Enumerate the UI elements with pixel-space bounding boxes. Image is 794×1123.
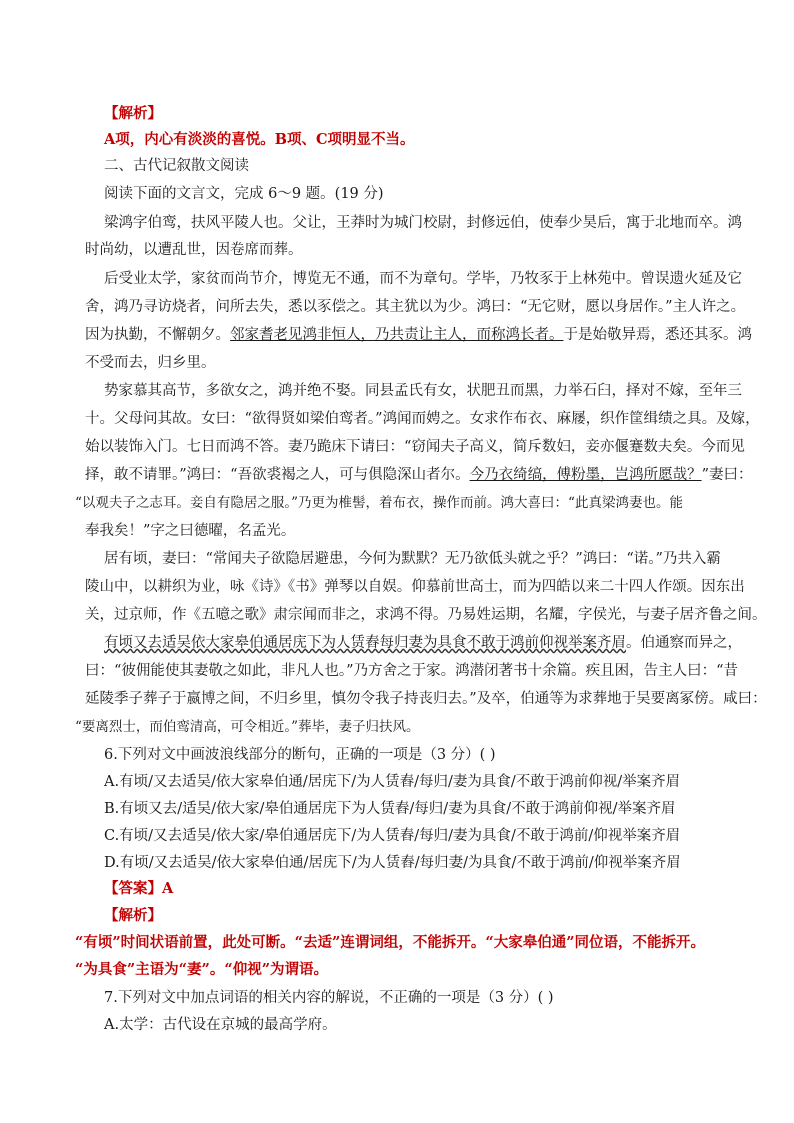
passage-p5-line1: 有顷又去适吴依大家皋伯通居庑下为人赁舂每归妻为具食不敢于鸿前仰视举案齐眉。伯通察而异之，: [104, 635, 742, 651]
passage-p3-line3: 始以装饰入门。七日而鸿不答。妻乃跪床下请曰：“窃闻夫子高义，简斥数妇，妾亦偃蹇数夫矣。今而见: [85, 439, 745, 455]
answer-label: 【答案】A: [104, 880, 174, 897]
passage-p4-line3: 关，过京师，作《五噫之歌》肃宗闻而非之，求鸿不得。乃易姓运期，名耀，字侯光，与妻子居齐鲁之间。: [85, 607, 767, 623]
question-6: 6.下列对文中画波浪线部分的断句，正确的一项是（3 分）( ): [104, 747, 496, 763]
section-title: 二、古代记叙散文阅读: [104, 158, 249, 174]
wavy-line-sentence: 有顷又去适吴依大家皋伯通居庑下为人赁舂每归妻为具食不敢于鸿前仰视举案齐眉: [104, 635, 626, 651]
underlined-sentence-2: 今乃衣绮缟，傅粉墨，岂鸿所愿哉？: [469, 467, 702, 483]
passage-p2-line1: 后受业太学，家贫而尚节介，博览无不通，而不为章句。学毕，乃牧豕于上林苑中。曾误遗火延及它: [104, 271, 742, 287]
passage-p3-line6: 奉我矣！”字之曰德曜，名孟光。: [85, 523, 296, 539]
analysis-heading-2: 【解析】: [104, 907, 162, 924]
passage-p3-line1: 势家慕其高节，多欲女之，鸿并绝不娶。同县孟氏有女，状肥丑而黑，力举石臼，择对不嫁，至年三: [104, 383, 742, 399]
analysis-heading-1: 【解析】: [104, 105, 162, 122]
passage-p2-line2: 舍，鸿乃寻访烧者，问所去失，悉以豕偿之。其主犹以为少。鸿曰：“无它财，愿以身居作。”主人许之。: [85, 299, 746, 315]
q6-option-c: C.有顷/又去适吴/依大家/皋伯通居庑下/为人赁舂/每归/妻为具食/不敢于鸿前/仰视举案齐眉: [104, 828, 681, 844]
analysis-text-2-line1: “有顷”时间状语前置，此处可断。“去适”连谓词组，不能拆开。“大家皋伯通”同位语，不能拆开。: [75, 934, 706, 951]
passage-p1-line2: 时尚幼，以遭乱世，因卷席而葬。: [85, 242, 303, 258]
q6-option-b: B.有顷又去/适吴/依大家/皋伯通居庑下为人赁舂/每归/妻为具食/不敢于鸿前仰视/举案齐眉: [104, 801, 676, 817]
passage-p3-line5: “以观夫子之志耳。妾自有隐居之服。”乃更为椎髻，着布衣，操作而前。鸿大喜曰：“此真梁鸿妻也。能: [75, 495, 683, 511]
passage-p5-line4: “要离烈士，而伯鸾清高，可令相近。”葬毕，妻子归扶风。: [75, 719, 420, 735]
q7-option-a: A.太学：古代设在京城的最高学府。: [104, 1017, 337, 1033]
passage-p3-line2: 十。父母问其故。女曰：“欲得贤如梁伯鸾者。”鸿闻而娉之。女求作布衣、麻屦，织作筐缉绩之具。及嫁，: [85, 411, 760, 427]
passage-p2-line4: 不受而去，归乡里。: [85, 355, 216, 371]
passage-p2-line3: 因为执勤，不懈朝夕。邻家耆老见鸿非恒人，乃共责让主人，而称鸿长者。于是始敬异焉，悉还其豕。鸿: [85, 327, 752, 343]
analysis-text-1: A项，内心有淡淡的喜悦。B项、C项明显不当。: [104, 131, 415, 148]
passage-p5-line3: 延陵季子葬子于嬴博之间，不归乡里，慎勿令我子持丧归去。”及卒，伯通等为求葬地于吴要离冢傍。咸曰：: [85, 691, 767, 707]
passage-p3-line4: 择，敢不请罪。”鸿曰：“吾欲裘褐之人，可与俱隐深山者尔。今乃衣绮缟，傅粉墨，岂鸿所愿哉？”妻曰：: [85, 467, 753, 483]
passage-p4-line2: 陵山中，以耕织为业，咏《诗》《书》弹琴以自娱。仰慕前世高士，而为四皓以来二十四人作颂。因东出: [85, 579, 745, 595]
passage-p1-line1: 梁鸿字伯鸾，扶风平陵人也。父让，王莽时为城门校尉，封修远伯，使奉少昊后，寓于北地而卒。鸿: [104, 215, 742, 231]
passage-p5-line2: 曰：“彼佣能使其妻敬之如此，非凡人也。”乃方舍之于家。鸿潜闭著书十余篇。疾且困，告主人曰：“昔: [85, 663, 738, 679]
passage-p4-line1: 居有顷，妻曰：“常闻夫子欲隐居避患，今何为默默？无乃欲低头就之乎？”鸿曰：“诺。”乃共入霸: [104, 551, 721, 567]
underlined-sentence-1: 邻家耆老见鸿非恒人，乃共责让主人，而称鸿长者。: [230, 327, 564, 343]
analysis-text-2-line2: “为具食”主语为“妻”。“仰视”为谓语。: [75, 961, 329, 978]
q6-option-a: A.有顷/又去适吴/依大家皋伯通/居庑下/为人赁舂/每归/妻为具食/不敢于鸿前仰视/举案齐眉: [104, 774, 681, 790]
instruction: 阅读下面的文言文，完成 6～9 题。(19 分): [104, 186, 384, 202]
q6-option-d: D.有顷/又去适吴/依大家皋伯通/居庑下/为人赁舂/每归妻/为具食/不敢于鸿前/仰视举案齐眉: [104, 855, 681, 871]
question-7: 7.下列对文中加点词语的相关内容的解说，不正确的一项是（3 分）( ): [104, 990, 554, 1006]
